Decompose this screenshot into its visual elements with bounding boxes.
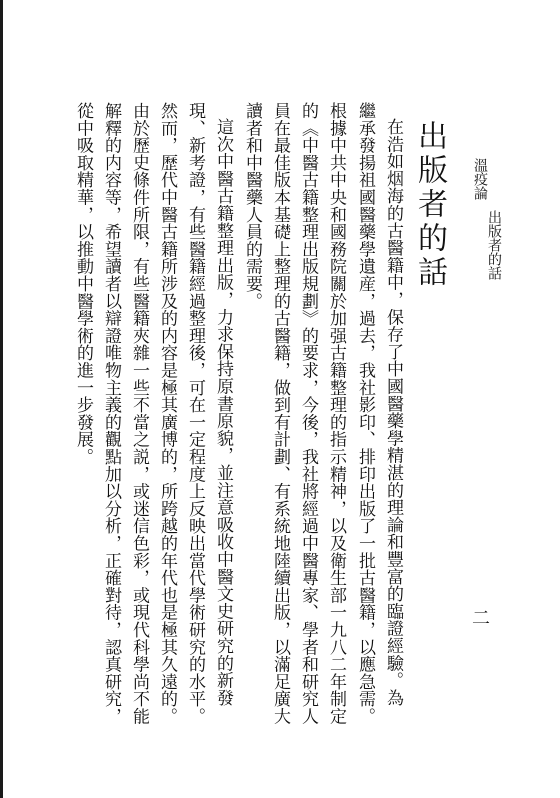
paragraph-1-line: 繼承發揚祖國醫藥學遺産，過去，我社影印、排印出版了一批古醫籍，以應急需。 [355,102,375,725]
paragraph-1-line: 讀者和中醫藥人員的需要。 [242,102,262,310]
paragraph-2-line: 解釋的内容等，希望讀者以辯證唯物主義的觀點加以分析，正確對待，認真研究， [101,102,121,725]
paragraph-2-line: 從中吸取精華，以推動中醫學術的進一步發展。 [73,102,93,466]
running-header-section: 出版者的話 [486,210,502,280]
running-header-book-title: 溫疫論 [472,158,488,200]
paragraph-2-line: 由於歷史條件所限，有些醫籍夾雜一些不當之説，或迷信色彩，或現代科學尚不能 [129,102,149,725]
page-edge [0,0,3,798]
paragraph-2-line: 這次中醫古籍整理出版，力求保持原書原貌，並注意吸收中醫文史研究的新發 [213,118,233,707]
paragraph-2-line: 然而，歷代中醫古籍所涉及的内容是極其廣博的，所跨越的年代也是極其久遠的。 [157,102,177,725]
paragraph-1-line: 的《中醫古籍整理出版規劃》的要求，今後，我社將經過中醫專家、學者和研究人 [298,102,318,725]
page-number: 二 [469,608,490,626]
page-title: 出版者的話 [412,120,447,290]
paragraph-2-line: 現、新考證，有些醫籍經過整理後，可在一定程度上反映出當代學術研究的水平。 [185,102,205,725]
paragraph-1-line: 員在最佳版本基礎上整理的古醫籍，做到有計劃、有系統地陸續出版，以滿足廣大 [270,102,290,725]
paragraph-1-line: 在浩如烟海的古醫籍中，保存了中國醫藥學精湛的理論和豐富的臨證經驗。為 [383,118,403,707]
paragraph-1-line: 根據中共中央和國務院關於加强古籍整理的指示精神，以及衛生部一九八二年制定 [326,102,346,725]
